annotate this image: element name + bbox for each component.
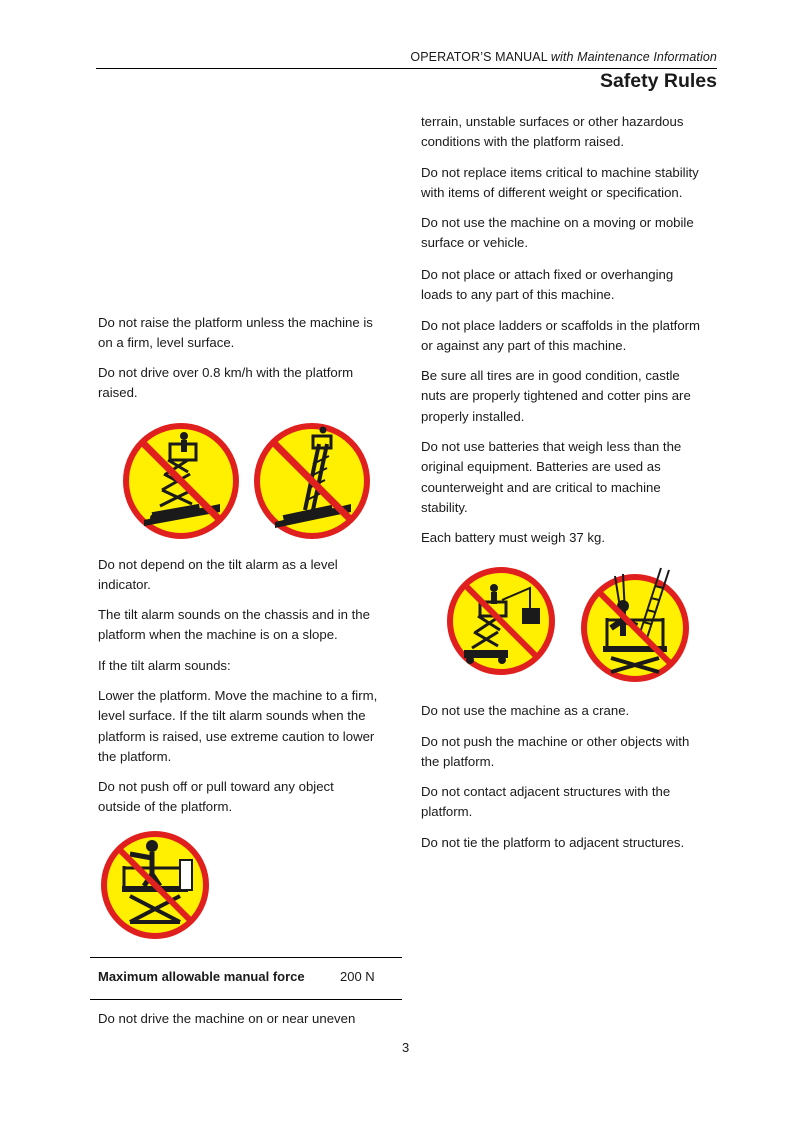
right-para-contact [421, 782, 721, 823]
manual-force-table [90, 957, 402, 1000]
text-line: platform is raised, use extreme caution to lower [98, 728, 375, 744]
text-line: Lower the platform. Move the machine to a firm, [98, 688, 378, 703]
right-para-replace [421, 163, 721, 204]
text-line: platform when the machine is on a slope. [98, 627, 338, 643]
text-line: Do not push the machine or other objects with [421, 734, 690, 749]
running-header [410, 50, 717, 64]
text-line: Do not raise the platform unless the machine is [98, 315, 373, 330]
right-para-tires [421, 366, 721, 427]
text-line: or against any part of this machine. [421, 338, 627, 354]
no-pushing-icon [100, 830, 210, 940]
left-para-push-off [98, 777, 398, 818]
right-para-crane [421, 701, 721, 721]
text-line: surface or vehicle. [421, 235, 529, 251]
no-slope-mast-icon [253, 422, 371, 540]
left-para-alarm-sounds [98, 605, 398, 646]
text-line: Do not place or attach fixed or overhanging [421, 267, 674, 282]
text-line: outside of the platform. [98, 799, 233, 815]
text-line: Do not drive the machine on or near uneven [98, 1011, 356, 1026]
no-crane-icon [446, 566, 556, 676]
text-line: Each battery must weigh 37 kg. [421, 530, 605, 545]
text-line: Do not push off or pull toward any object [98, 779, 334, 794]
right-para-batteries [421, 437, 721, 519]
text-line: level surface. If the tilt alarm sounds when the [98, 708, 366, 724]
text-line: Do not use batteries that weigh less than the [421, 439, 682, 454]
page-number: 3 [402, 1040, 410, 1055]
text-line: Do not place ladders or scaffolds in the platform [421, 318, 701, 333]
right-para-moving [421, 213, 721, 254]
text-line: properly installed. [421, 408, 525, 424]
manual-title: OPERATOR’S MANUAL [410, 50, 548, 64]
text-line: Do not drive over 0.8 km/h with the platform [98, 365, 354, 380]
text-line: stability. [421, 500, 468, 516]
right-para-ladders [421, 316, 721, 357]
right-para-terrain [421, 112, 721, 153]
text-line: indicator. [98, 577, 151, 593]
left-para-tilt-alarm [98, 555, 398, 596]
no-ladder-icon [577, 566, 693, 682]
text-line: original equipment. Batteries are used as [421, 459, 661, 475]
section-title: Safety Rules [599, 70, 717, 92]
text-line: on a firm, level surface. [98, 335, 235, 351]
text-line: If the tilt alarm sounds: [98, 658, 231, 673]
left-para-raise [98, 313, 398, 354]
text-line: loads to any part of this machine. [421, 287, 615, 303]
force-label: Maximum allowable manual force [98, 969, 305, 984]
text-line: Be sure all tires are in good condition, castle [421, 368, 680, 383]
right-para-push-machine [421, 732, 721, 773]
right-para-tie [421, 833, 721, 853]
text-line: platform. [421, 804, 473, 820]
header-rule [96, 68, 717, 69]
text-line: Do not replace items critical to machine stability [421, 165, 699, 180]
text-line: Do not tie the platform to adjacent structures. [421, 835, 685, 850]
text-line: with items of different weight or specification. [421, 185, 683, 201]
left-para-drive [98, 363, 398, 404]
left-para-uneven [98, 1009, 398, 1029]
text-line: the platform. [98, 749, 172, 765]
text-line: Do not depend on the tilt alarm as a level [98, 557, 338, 572]
text-line: the platform. [421, 754, 495, 770]
text-line: Do not use the machine as a crane. [421, 703, 630, 718]
text-line: counterweight and are critical to machine [421, 479, 661, 495]
text-line: raised. [98, 385, 138, 401]
left-para-if-alarm [98, 656, 398, 676]
right-para-battery-weight [421, 528, 721, 548]
text-line: conditions with the platform raised. [421, 134, 625, 150]
text-line: The tilt alarm sounds on the chassis and in the [98, 607, 370, 622]
no-slope-scissor-icon [122, 422, 240, 540]
text-line: Do not contact adjacent structures with the [421, 784, 671, 799]
manual-subtitle: with Maintenance Information [550, 50, 717, 64]
left-para-lower [98, 686, 398, 768]
text-line: nuts are properly tightened and cotter pins are [421, 388, 691, 404]
text-line: Do not use the machine on a moving or mobile [421, 215, 694, 230]
right-para-loads [421, 265, 721, 306]
force-value: 200 N [340, 969, 375, 984]
text-line: terrain, unstable surfaces or other hazardous [421, 114, 684, 129]
